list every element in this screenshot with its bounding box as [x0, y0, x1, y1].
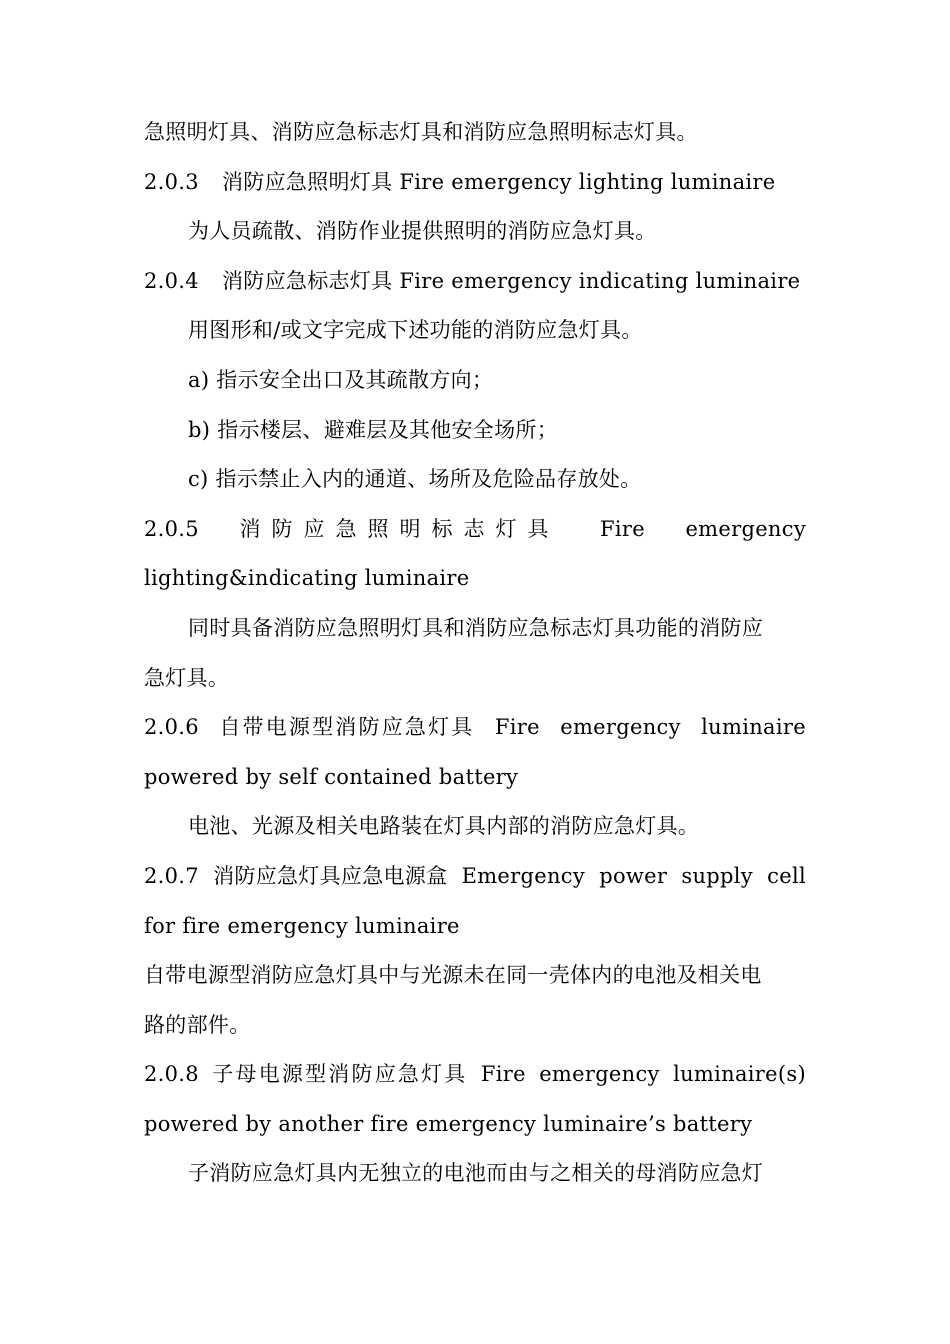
term-heading-2-0-3: [144, 158, 806, 208]
term-title-en-word: emergency: [560, 715, 681, 740]
term-title: 消防应急标志灯具 Fire emergency indicating luminaire: [222, 268, 801, 293]
term-definition: 同时具备消防应急照明灯具和消防应急标志灯具功能的消防应: [188, 615, 764, 640]
term-title-continuation: for fire emergency luminaire: [144, 913, 460, 938]
term-definition-continuation: 急灯具。: [144, 665, 230, 690]
term-definition-continuation: 路的部件。: [144, 1012, 251, 1037]
term-title-en-word: supply: [681, 863, 753, 888]
term-title-cn: 消防应急灯具应急电源盒: [213, 863, 448, 888]
term-title-en-word: emergency: [539, 1062, 660, 1087]
term-title-en-word: emergency: [685, 516, 806, 541]
term-definition: 用图形和/或文字完成下述功能的消防应急灯具。: [188, 318, 643, 343]
term-heading-2-0-4: [144, 257, 806, 307]
term-number: 2.0.6: [144, 715, 199, 740]
term-title-en-word: luminaire: [701, 715, 806, 740]
term-title-en-word: Fire: [599, 516, 645, 541]
term-title-cn: 子母电源型消防应急灯具: [212, 1062, 468, 1087]
term-title-en-word: luminaire(s): [673, 1062, 806, 1087]
document-page: [144, 108, 806, 1199]
term-definition: 电池、光源及相关电路装在灯具内部的消防应急灯具。: [188, 814, 700, 839]
term-definition: 子消防应急灯具内无独立的电池而由与之相关的母消防应急灯: [188, 1161, 764, 1186]
term-title-cn: 消防应急照明标志灯具: [239, 516, 560, 541]
term-title-continuation: lighting&indicating luminaire: [144, 566, 470, 591]
term-title-continuation: powered by another fire emergency luminaire’s battery: [144, 1111, 753, 1136]
term-heading-2-0-6: [144, 703, 806, 753]
term-definition: 为人员疏散、消防作业提供照明的消防应急灯具。: [188, 219, 657, 244]
term-title-en-word: power: [599, 863, 668, 888]
term-title-continuation: powered by self contained battery: [144, 764, 519, 789]
term-title-en-word: Emergency: [461, 863, 586, 888]
term-heading-2-0-8: [144, 1050, 806, 1100]
term-title: 消防应急照明灯具 Fire emergency lighting luminaire: [222, 169, 776, 194]
term-title-en-word: cell: [767, 863, 806, 888]
term-heading-2-0-7: [144, 852, 806, 902]
term-number: 2.0.4: [144, 268, 199, 293]
term-heading-2-0-5: [144, 505, 806, 555]
term-title-en-word: Fire: [480, 1062, 526, 1087]
term-number: 2.0.5: [144, 516, 199, 541]
term-title-en-word: Fire: [494, 715, 540, 740]
term-number: 2.0.8: [144, 1062, 199, 1087]
term-number: 2.0.3: [144, 169, 199, 194]
list-item-b: b) 指示楼层、避难层及其他安全场所；: [188, 417, 559, 442]
term-title-cn: 自带电源型消防应急灯具: [219, 715, 475, 740]
term-definition: 自带电源型消防应急灯具中与光源未在同一壳体内的电池及相关电: [144, 963, 762, 988]
list-item-a: a) 指示安全出口及其疏散方向；: [188, 367, 494, 392]
text-line: 急照明灯具、消防应急标志灯具和消防应急照明标志灯具。: [144, 120, 698, 144]
term-number: 2.0.7: [144, 863, 199, 888]
list-item-c: c) 指示禁止入内的通道、场所及危险品存放处。: [188, 467, 642, 492]
